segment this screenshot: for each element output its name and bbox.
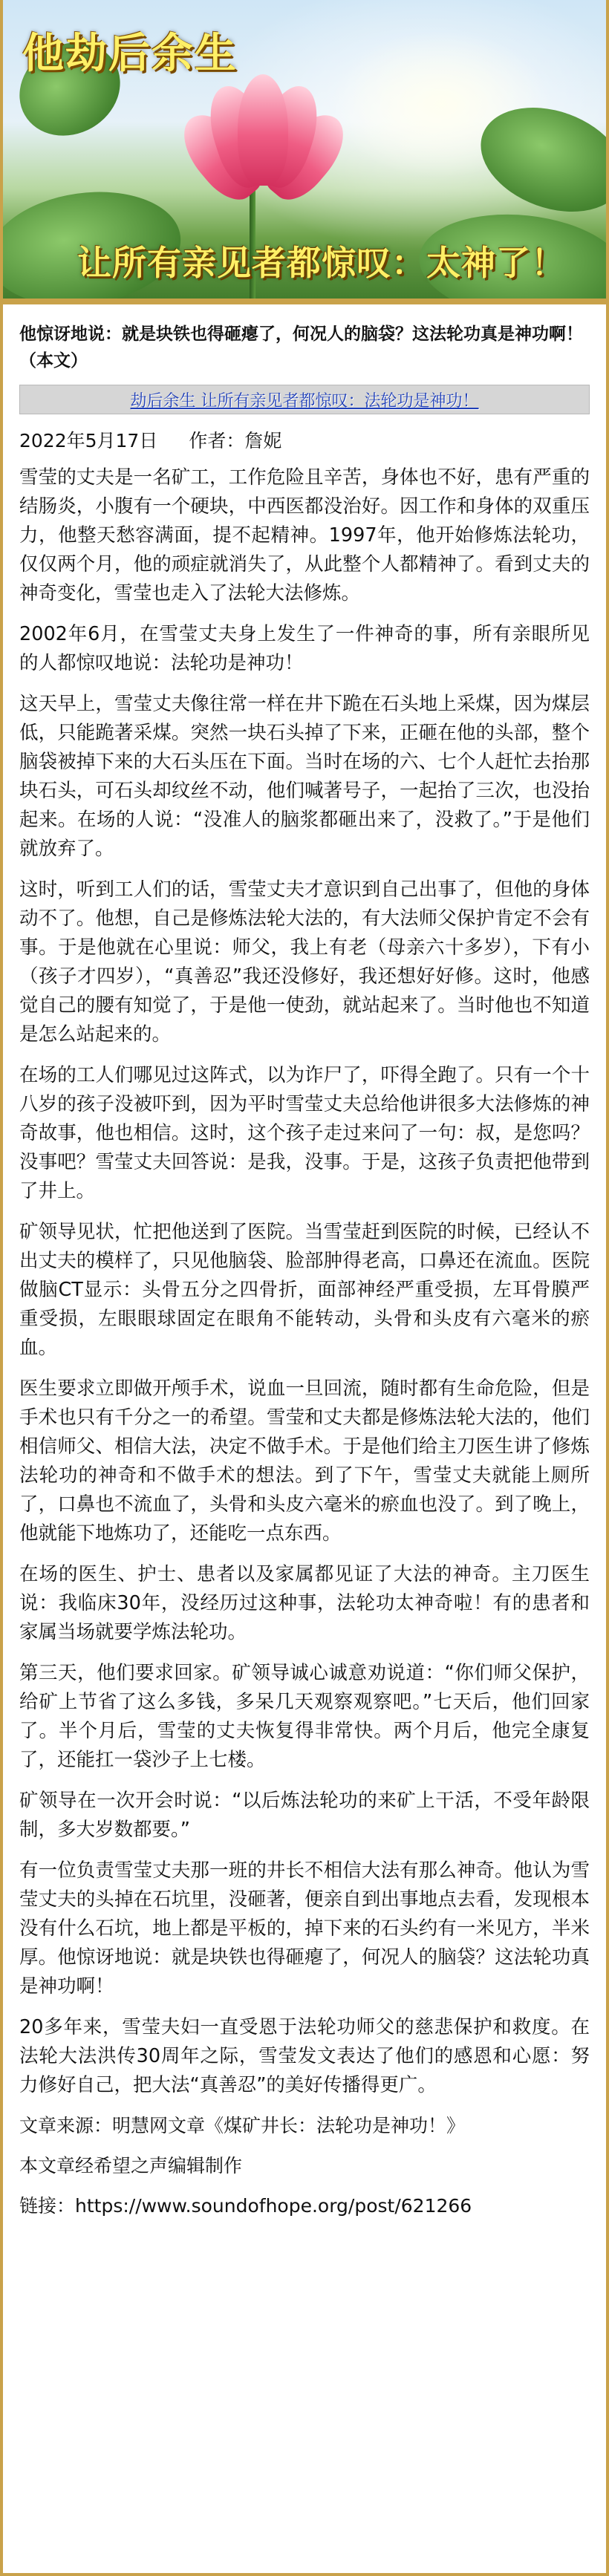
publish-date: 2022年5月17日	[19, 430, 158, 451]
topic-bar	[19, 385, 590, 414]
lotus-flower-image	[238, 74, 288, 186]
paragraph: 这天早上，雪莹丈夫像往常一样在井下跪在石头地上采煤，因为煤层低，只能跪著采煤。突然一块石头掉了下来，正砸在他的头部，整个脑袋被掉下来的大石头压在下面。当时在场的六、七个人赶忙去抬那块石头，可石头却纹丝不动，他们喊著号子，一起抬了三次，也没抬起来。在场的人说：“没准人的脑浆都砸出来了，没救了。”于是他们就放弃了。	[19, 693, 590, 860]
paragraph: 在场的工人们哪见过这阵式，以为诈尸了，吓得全跑了。只有一个十八岁的孩子没被吓到，因为平时雪莹丈夫总给他讲很多大法修炼的神奇故事，他也相信。这时，这个孩子走过来问了一句：叔，是您吗？没事吧？雪莹丈夫回答说：是我，没事。于是，这孩子负责把他带到了井上。	[19, 1064, 590, 1202]
paragraph: 雪莹的丈夫是一名矿工，工作危险且辛苦，身体也不好，患有严重的结肠炎，小腹有一个硬块，中西医都没治好。因工作和身体的双重压力，他整天愁容满面，提不起精神。1997年，他开始修炼法轮功，仅仅两个月，他的顽症就消失了，从此整个人都精神了。看到丈夫的神奇变化，雪莹也走入了法轮大法修炼。	[19, 466, 590, 604]
article-link[interactable]: 链接：https://www.soundofhope.org/post/621266	[19, 2195, 472, 2217]
article-source: 文章来源：明慧网文章《煤矿井长：法轮功是神功！》	[19, 2115, 466, 2136]
editor-note: 本文章经希望之声编辑制作	[19, 2155, 243, 2176]
article-meta	[19, 428, 590, 454]
paragraph: 这时，听到工人们的话，雪莹丈夫才意识到自己出事了，但他的身体动不了。他想，自己是修炼法轮大法的，有大法师父保护肯定不会有事。于是他就在心里说：师父，我上有老（母亲六十多岁），下有小（孩子才四岁），“真善忍”我还没修好，我还想好好修。这时，他感觉自己的腰有知觉了，于是他一使劲，就站起来了。当时他也不知道是怎么站起来的。	[19, 878, 590, 1046]
paragraph: 矿领导见状，忙把他送到了医院。当雪莹赶到医院的时候，已经认不出丈夫的模样了，只见他脑袋、脸部肿得老高，口鼻还在流血。医院做脑CT显示：头骨五分之四骨折，面部神经严重受损，左耳骨膜严重受损，左眼眼球固定在眼角不能转动，头骨和头皮有六毫米的瘀血。	[19, 1221, 590, 1359]
banner-divider	[3, 299, 606, 304]
author-name: 作者：詹妮	[189, 430, 282, 451]
paragraph: 矿领导在一次开会时说：“以后炼法轮功的来矿上干活，不受年龄限制，多大岁数都要。”	[19, 1790, 590, 1841]
banner-subtitle: 让所有亲见者都惊叹：太神了！	[77, 243, 566, 283]
paragraph: 在场的医生、护士、患者以及家属都见证了大法的神奇。主刀医生说：我临床30年，没经历过这种事，法轮功太神奇啦！有的患者和家属当场就要学炼法轮功。	[19, 1563, 590, 1643]
lead-summary: 他惊讶地说：就是块铁也得砸瘪了，何况人的脑袋？这法轮功真是神功啊！（本文）	[19, 325, 583, 371]
paragraph: 第三天，他们要求回家。矿领导诚心诚意劝说道：“你们师父保护，给矿上节省了这么多钱，多呆几天观察观察吧。”七天后，他们回家了。半个月后，雪莹的丈夫恢复得非常快。两个月后，他完全康复了，还能扛一袋沙子上七楼。	[19, 1662, 590, 1771]
paragraph: 医生要求立即做开颅手术，说血一旦回流，随时都有生命危险，但是手术也只有千分之一的希望。雪莹和丈夫都是修炼法轮大法的，他们相信师父、相信大法，决定不做手术。于是他们给主刀医生讲了修炼法轮功的神奇和不做手术的想法。到了下午，雪莹丈夫就能上厕所了，口鼻也不流血了，头骨和头皮六毫米的瘀血也没了。到了晚上，他就能下地炼功了，还能吃一点东西。	[19, 1377, 590, 1545]
paragraph: 2002年6月，在雪莹丈夫身上发生了一件神奇的事，所有亲眼所见的人都惊叹地说：法轮功是神功！	[19, 623, 590, 674]
paragraph: 20多年来，雪莹夫妇一直受恩于法轮功师父的慈悲保护和救度。在法轮大法洪传30周年之际，雪莹发文表达了他们的感恩和心愿：努力修好自己，把大法“真善忍”的美好传播得更广。	[19, 2016, 590, 2096]
header-banner	[3, 0, 606, 304]
banner-title: 他劫后余生	[22, 30, 238, 78]
paragraph: 有一位负责雪莹丈夫那一班的井长不相信大法有那么神奇。他认为雪莹丈夫的头掉在石坑里，没砸著，便亲自到出事地点去看，发现根本没有什么石坑，地上都是平板的，掉下来的石头约有一米见方，半米厚。他惊讶地说：就是块铁也得砸瘪了，何况人的脑袋？这法轮功真是神功啊！	[19, 1859, 590, 1998]
article-body	[3, 304, 606, 2220]
topic-link[interactable]: 劫后余生 让所有亲见者都惊叹：法轮功是神功！	[130, 391, 479, 411]
